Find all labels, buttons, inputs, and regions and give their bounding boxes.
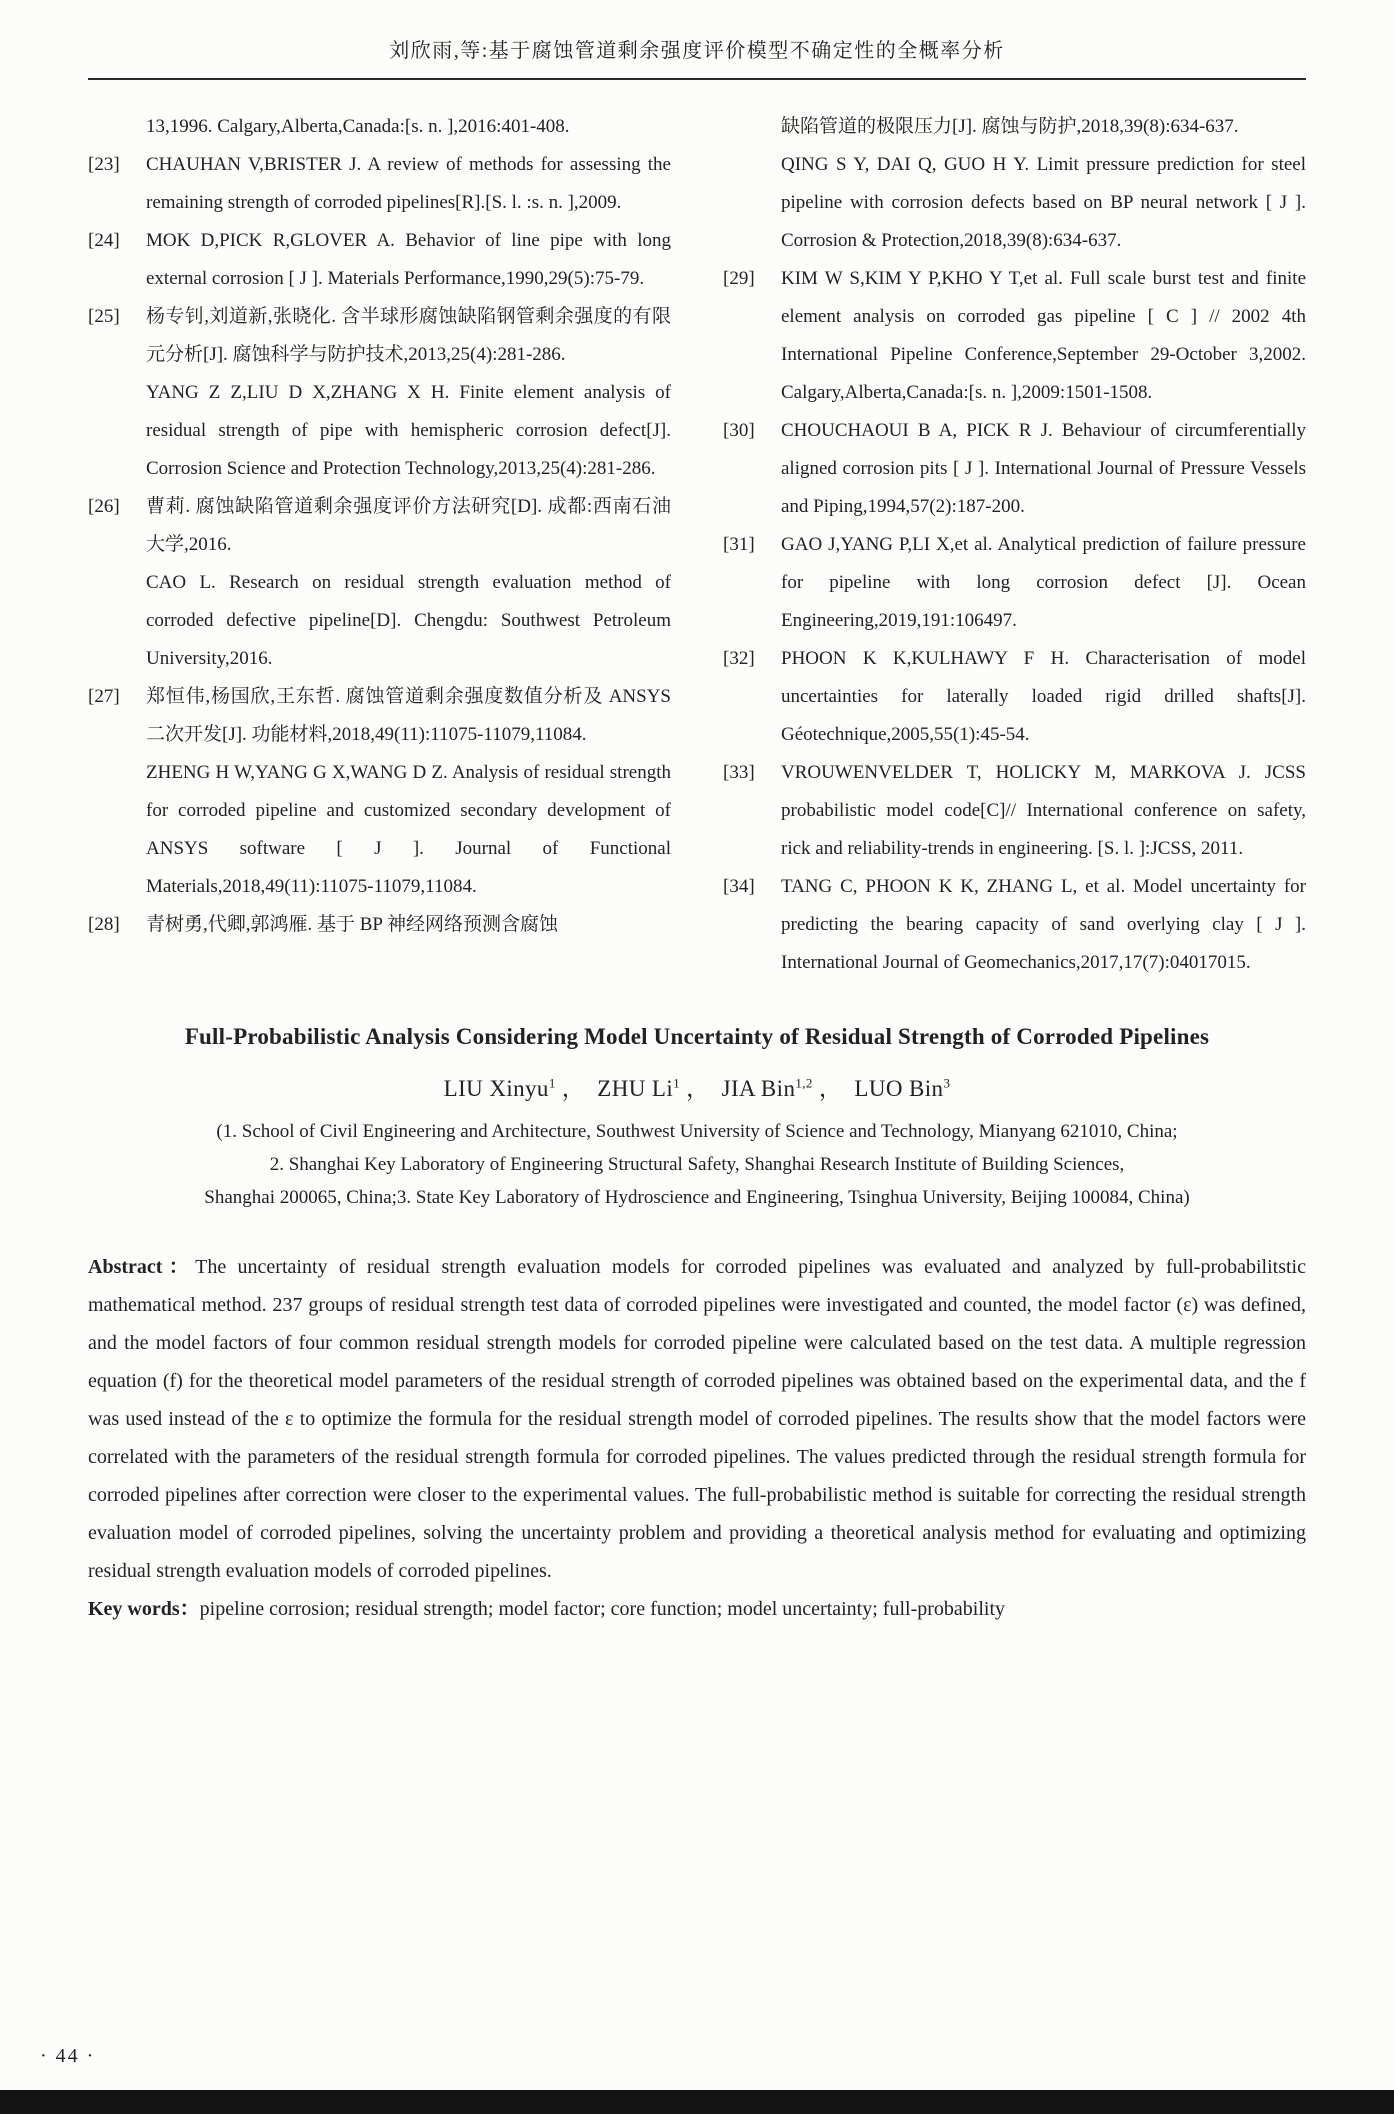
reference-label: [33] [723,762,755,783]
reference-label: [30] [723,420,755,441]
reference-item [723,526,1306,640]
reference-item [88,222,671,298]
reference-label: [31] [723,534,755,555]
reference-paragraph: MOK D,PICK R,GLOVER A. Behavior of line pipe with long external corrosion [ J ]. Materials Performance,1990,29(5):75-79. [146,230,671,289]
reference-body [781,260,1306,412]
references-section [88,108,1306,982]
reference-paragraph: 曹莉. 腐蚀缺陷管道剩余强度评价方法研究[D]. 成都:西南石油大学,2016. [146,496,671,555]
author-affiliation-superscript: 1 [673,1075,681,1091]
keywords-label: Key words： [88,1598,200,1620]
reference-item [723,260,1306,412]
reference-body [146,906,671,944]
author: JIA Bin$^{1,2}$ [721,1075,813,1101]
affiliations-block [88,1115,1306,1214]
reference-paragraph: TANG C, PHOON K K, ZHANG L, et al. Model uncertainty for predicting the bearing capacity of sand overlying clay [ J ]. International Journal of Geomechanics,2017,17(7):04017015. [781,876,1306,973]
author-affiliation-superscript: 1 [548,1075,556,1091]
reference-body [146,678,671,906]
reference-paragraph: 郑恒伟,杨国欣,王东哲. 腐蚀管道剩余强度数值分析及 ANSYS 二次开发[J]. 功能材料,2018,49(11):11075-11079,11084. [146,686,671,745]
reference-item [88,108,671,146]
abstract-paragraph [88,1248,1306,1590]
reference-paragraph: CHAUHAN V,BRISTER J. A review of methods for assessing the remaining strength of corroded pipelines[R].[S. l. :s. n. ],2009. [146,154,671,213]
reference-paragraph: 缺陷管道的极限压力[J]. 腐蚀与防护,2018,39(8):634-637. [781,116,1239,137]
reference-label: [23] [88,154,120,175]
keywords-paragraph [88,1590,1306,1628]
reference-item [88,298,671,488]
reference-body [781,754,1306,868]
reference-body [781,526,1306,640]
reference-label: [24] [88,230,120,251]
reference-paragraph: GAO J,YANG P,LI X,et al. Analytical prediction of failure pressure for pipeline with long corrosion defect [J]. Ocean Engineering,2019,191:106497. [781,534,1306,631]
reference-label: [29] [723,268,755,289]
page-content [0,34,1394,1628]
reference-paragraph: CHOUCHAOUI B A, PICK R J. Behaviour of circumferentially aligned corrosion pits [ J ]. International Journal of Pressure Vessels and Piping,1994,57(2):187-200. [781,420,1306,517]
reference-item [88,146,671,222]
authors-line: LIU Xinyu$^1$ ， ZHU Li$^1$ ， JIA Bin$^{1,2}$ ， LUO Bin$^3$ [443,1075,951,1101]
reference-paragraph: 13,1996. Calgary,Alberta,Canada:[s. n. ],2016:401-408. [146,116,570,137]
reference-body [146,298,671,488]
references-right-column [723,108,1306,982]
reference-item [88,488,671,678]
reference-label [723,108,781,260]
reference-body [781,868,1306,982]
reference-paragraph: QING S Y, DAI Q, GUO H Y. Limit pressure prediction for steel pipeline with corrosion defects based on BP neural network [ J ]. Corrosion & Protection,2018,39(8):634-637. [781,154,1306,251]
reference-paragraph: 杨专钊,刘道新,张晓化. 含半球形腐蚀缺陷钢管剩余强度的有限元分析[J]. 腐蚀科学与防护技术,2013,25(4):281-286. [146,306,671,365]
reference-body [146,222,671,298]
author: LUO Bin$^3$ [854,1075,951,1101]
references-left-column [88,108,671,982]
running-header-title: 刘欣雨,等:基于腐蚀管道剩余强度评价模型不确定性的全概率分析 [389,40,1005,62]
reference-body [146,146,671,222]
reference-item [88,678,671,906]
affiliation-line: Shanghai 200065, China;3. State Key Laboratory of Hydroscience and Engineering, Tsinghua University, Beijing 100084, China) [204,1187,1190,1208]
reference-body [781,412,1306,526]
reference-label [88,108,146,146]
running-header [88,34,1306,80]
reference-paragraph: KIM W S,KIM Y P,KHO Y T,et al. Full scale burst test and finite element analysis on corroded gas pipeline [ C ] // 2002 4th International Pipeline Conference,September 29-October 3,2002. Calgary,Alberta,Canada:[s. n. ],2009:1501-1508. [781,268,1306,403]
author: ZHU Li$^1$ [597,1075,681,1101]
reference-body [146,108,671,146]
reference-label: [25] [88,306,120,327]
reference-body [781,640,1306,754]
keywords-text: pipeline corrosion; residual strength; model factor; core function; model uncertainty; full-probability [199,1598,1005,1620]
reference-label: [27] [88,686,120,707]
page-number: · 44 · [40,2045,96,2067]
abstract-label: Abstract： [88,1256,196,1278]
bottom-scan-edge-bar [0,2090,1394,2114]
reference-item [723,868,1306,982]
reference-item [723,108,1306,260]
reference-item [723,754,1306,868]
reference-body [146,488,671,678]
reference-item [723,412,1306,526]
reference-label: [32] [723,648,755,669]
reference-paragraph: PHOON K K,KULHAWY F H. Characterisation of model uncertainties for laterally loaded rigid drilled shafts[J]. Géotechnique,2005,55(1):45-54. [781,648,1306,745]
author-affiliation-superscript: 1,2 [795,1075,813,1091]
author: LIU Xinyu$^1$ [443,1075,556,1101]
reference-item [723,640,1306,754]
affiliation-line: 2. Shanghai Key Laboratory of Engineering Structural Safety, Shanghai Research Institute of Building Sciences, [269,1154,1125,1175]
english-title: Full-Probabilistic Analysis Considering Model Uncertainty of Residual Strength of Corroded Pipelines [184,1024,1210,1049]
reference-paragraph: CAO L. Research on residual strength evaluation method of corroded defective pipeline[D]. Chengdu: Southwest Petroleum University,2016. [146,572,671,669]
affiliation-line: (1. School of Civil Engineering and Architecture, Southwest University of Science and Technology, Mianyang 621010, China; [216,1121,1178,1142]
reference-paragraph: YANG Z Z,LIU D X,ZHANG X H. Finite element analysis of residual strength of pipe with hemispheric corrosion defect[J]. Corrosion Science and Protection Technology,2013,25(4):281-286. [146,382,671,479]
reference-label: [28] [88,914,120,935]
reference-body [781,108,1306,260]
reference-label: [26] [88,496,120,517]
reference-paragraph: ZHENG H W,YANG G X,WANG D Z. Analysis of residual strength for corroded pipeline and customized secondary development of ANSYS software [ J ]. Journal of Functional Materials,2018,49(11):11075-11079,11084. [146,762,671,897]
reference-paragraph: VROUWENVELDER T, HOLICKY M, MARKOVA J. JCSS probabilistic model code[C]// International conference on safety, rick and reliability-trends in engineering. [S. l. ]:JCSS, 2011. [781,762,1306,859]
reference-item [88,906,671,944]
reference-paragraph: 青树勇,代卿,郭鸿雁. 基于 BP 神经网络预测含腐蚀 [146,914,559,935]
reference-label: [34] [723,876,755,897]
author-affiliation-superscript: 3 [943,1075,951,1091]
abstract-text: The uncertainty of residual strength evaluation models for corroded pipelines was evaluated and analyzed by full-probabilitstic mathematical method. 237 groups of residual strength test data of corroded pipelines were investigated and counted, the model factor (ε) was defined, and the model factors of four common residual strength models for corroded pipeline were calculated based on the test data. A multiple regression equation (f) for the theoretical model parameters of the residual strength of corroded pipelines was obtained based on the experimental data, and the f was used instead of the ε to optimize the formula for the residual strength model of corroded pipelines. The results show that the model factors were correlated with the parameters of the residual strength formula for corroded pipelines. The values predicted through the residual strength formula for corroded pipelines after correction were closer to the experimental values. The full-probabilistic method is suitable for correcting the residual strength evaluation model of corroded pipelines, solving the uncertainty problem and providing a theoretical analysis method for evaluating and optimizing residual strength evaluation models of corroded pipelines. [88,1256,1306,1582]
